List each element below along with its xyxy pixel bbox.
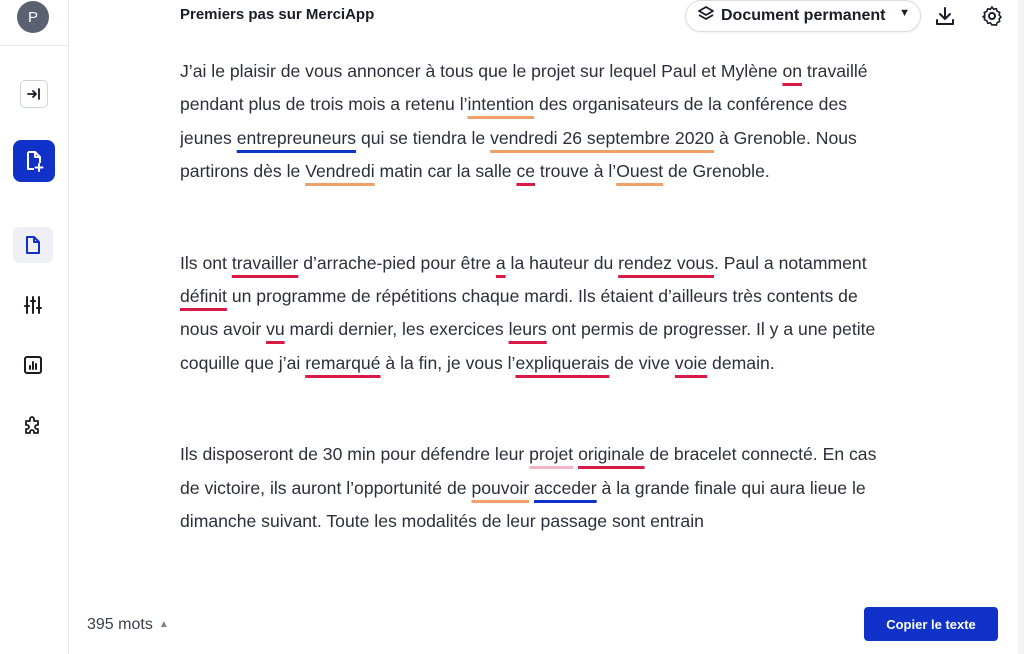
suggestion-highlight[interactable]: expliquerais [515,352,610,373]
collapse-sidebar-icon [26,87,42,101]
settings-button[interactable] [980,4,1004,28]
text-segment: trouve à l’ [535,161,617,182]
puzzle-icon [22,416,44,438]
paragraph [180,438,900,538]
scrollbar-track[interactable] [1018,0,1024,654]
new-document-icon [24,150,44,172]
statistics-button[interactable] [18,350,48,380]
text-segment: la hauteur du [505,252,619,273]
suggestion-highlight[interactable]: on [782,61,803,81]
suggestion-highlight[interactable]: rendez vous [618,252,715,273]
preferences-button[interactable] [18,290,48,320]
suggestion-highlight[interactable]: leurs [508,319,547,340]
document-editor[interactable] [180,55,900,601]
suggestion-highlight[interactable]: entrepreuneurs [236,127,357,148]
suggestion-highlight[interactable]: ce [516,161,536,182]
text-fade [69,560,1024,602]
document-title[interactable]: Premiers pas sur MerciApp [180,6,375,23]
document-mode-label: Document permanent [721,7,886,24]
suggestion-highlight[interactable]: définit [180,286,227,307]
avatar-initial: P [27,8,38,26]
suggestion-highlight[interactable]: a [495,252,506,273]
suggestion-highlight[interactable]: acceder [534,477,597,498]
sidebar [0,0,69,654]
word-count-label: 395 mots [87,616,153,633]
text-segment: des organisateurs de la conférence des jeunes [180,94,848,148]
suggestion-highlight[interactable]: travailler [231,252,299,273]
text-segment: matin car la salle [374,161,517,182]
download-button[interactable] [933,4,957,28]
collapse-sidebar-button[interactable] [20,80,48,108]
avatar[interactable] [17,1,49,33]
suggestion-highlight[interactable]: Vendredi [305,161,375,182]
copy-text-button[interactable]: Copier le texte [864,607,998,641]
text-segment: à Grenoble. Nous partirons dès le [180,127,857,182]
suggestion-highlight[interactable]: projet [529,444,574,465]
suggestion-highlight[interactable]: remarqué [305,352,381,373]
text-segment: d’arrache-pied pour être [298,252,496,273]
text-segment: . Paul a notamment [714,252,867,273]
text-segment: de vive [609,352,675,373]
text-segment: qui se tiendra le [356,127,491,148]
suggestion-highlight[interactable]: vu [266,319,285,340]
extensions-button[interactable] [18,412,48,442]
suggestion-highlight[interactable]: intention [467,94,535,115]
documents-button[interactable] [13,227,53,263]
layers-icon [697,5,715,28]
chevron-up-icon: ▲ [158,619,169,630]
download-icon [933,15,957,32]
text-segment: J’ai le plaisir de vous annoncer à tous que le projet sur lequel Paul et Mylène [180,61,783,81]
suggestion-highlight[interactable]: voie [674,352,708,373]
bar-chart-icon [23,355,43,375]
paragraph [180,247,900,381]
paragraph [180,55,900,189]
text-segment: travaillé pendant plus de trois mois a retenu l’ [180,61,868,115]
text-segment: Ils disposeront de 30 min pour défendre leur [180,444,530,465]
word-count[interactable] [87,616,169,634]
text-segment: à la grande finale qui aura lieue le dimanche suivant. Toute les modalités de leur passage sont entrain [180,477,866,532]
text-segment: de Grenoble. [663,161,770,182]
text-segment: Ils ont [180,252,232,273]
text-segment: à la fin, je vous l’ [380,352,516,373]
text-segment: de bracelet connecté. En cas de victoire, ils auront l’opportunité de [180,444,877,498]
suggestion-highlight[interactable]: Ouest [616,161,664,182]
document-icon [24,235,42,255]
chevron-down-icon: ▼ [899,7,910,19]
suggestion-highlight[interactable]: originale [578,444,645,465]
text-segment: un programme de répétitions chaque mardi. Ils étaient d’ailleurs très contents de nous avoir [180,286,858,340]
text-segment: ont permis de progresser. Il y a une petite coquille que j’ai [180,319,876,373]
suggestion-highlight[interactable]: pouvoir [471,477,530,498]
document-mode-select[interactable] [685,0,921,32]
text-segment: mardi dernier, les exercices [284,319,509,340]
suggestion-highlight[interactable]: vendredi 26 septembre 2020 [490,127,715,148]
new-document-button[interactable] [13,140,55,182]
sidebar-divider [0,45,68,46]
sliders-icon [23,295,43,315]
text-segment: demain. [707,352,775,373]
gear-icon [980,15,1004,32]
footer-bar [69,602,1024,654]
